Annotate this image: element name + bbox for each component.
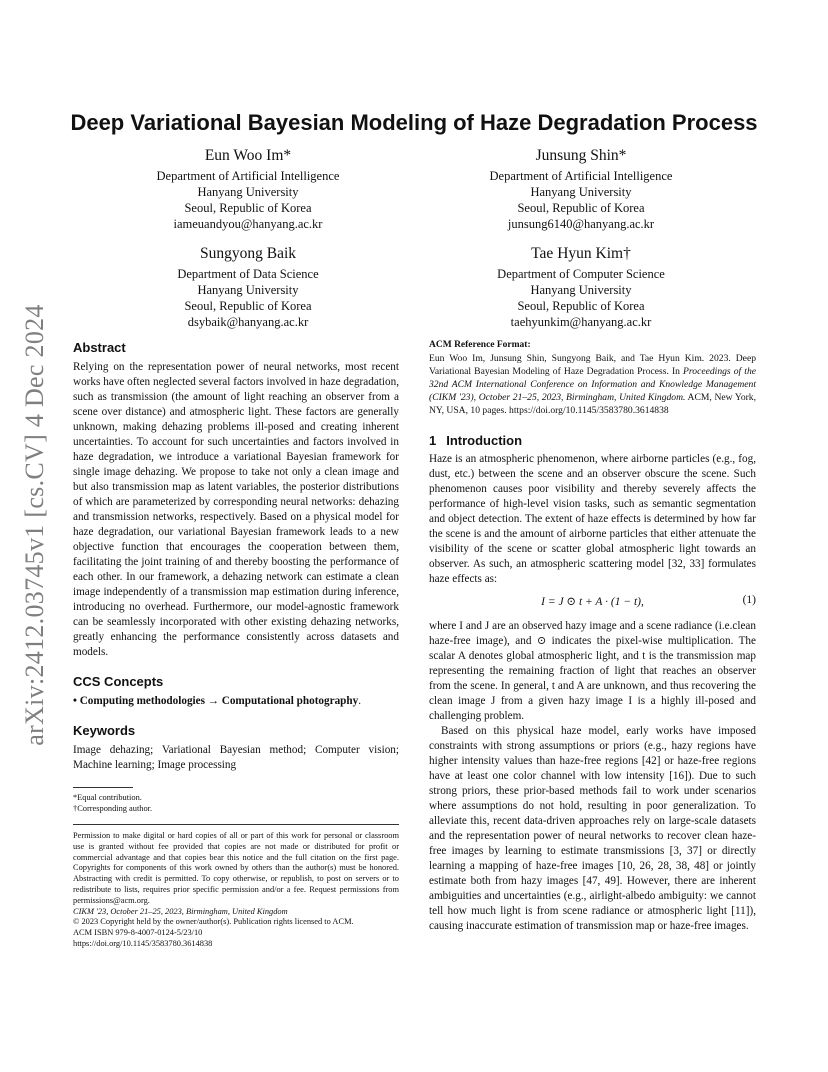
acm-ref-line2: ACM, New York, NY, USA, 10 pages. https://doi.org/10.1145/3583780.3614838 [429, 392, 757, 416]
equation-body: I = J ⊙ t + A · (1 − t), [541, 596, 644, 608]
arxiv-id: arXiv:2412.03745v1 [cs.CV] 4 Dec 2024 [20, 304, 49, 746]
ccs-suffix: . [358, 695, 361, 707]
intro-paragraph-2: where I and J are an observed hazy image and a scene radiance (i.e.clean haze-free image), and ⊙ indicates the pixel-wise multiplication. The scalar A denotes global atmospheric light, and t is the transmission map representing the remaining fraction of light that reaches an observer from the scene. In general, t and A are unknown, and thus recovering the clean image J from a given hazy image I is a highly ill-posed and challenging problem. [429, 620, 756, 722]
ccs-heading: CCS Concepts [73, 674, 164, 689]
intro-title: Introduction [446, 433, 523, 448]
author-block-4 [431, 244, 731, 330]
author-location: Seoul, Republic of Korea [517, 299, 645, 313]
author-dept: Department of Data Science [177, 267, 319, 281]
author-block-2 [431, 146, 731, 232]
right-column [429, 340, 756, 934]
keywords-text: Image dehazing; Variational Bayesian method; Computer vision; Machine learning; Image processing [73, 744, 399, 771]
keywords-heading: Keywords [73, 723, 136, 738]
ccs-concepts [73, 694, 399, 709]
author-dept: Department of Artificial Intelligence [156, 169, 340, 183]
author-univ: Hanyang University [530, 185, 632, 199]
acm-ref-line1: Eun Woo Im, Junsung Shin, Sungyong Baik, and Tae Hyun Kim. 2023. Deep Variational Bayesian Modeling of Haze Degradation Process. In [429, 353, 756, 377]
acm-ref-heading: ACM Reference Format: [429, 340, 531, 350]
author-dept: Department of Artificial Intelligence [489, 169, 673, 183]
author-block-1 [98, 146, 398, 232]
author-location: Seoul, Republic of Korea [517, 201, 645, 215]
footnote-corresponding-author: †Corresponding author. [73, 804, 153, 813]
left-column [73, 340, 399, 950]
intro-number: 1 [429, 433, 437, 448]
author-name: Junsung Shin* [535, 147, 627, 164]
intro-paragraph-1: Haze is an atmospheric phenomenon, where airborne particles (e.g., fog, dust, etc.) between the scene and an observer obscure the scene. Such phenomenon causes poor visibility and thereby severely affects the performance of high-level vision tasks, such as semantic segmentation and object detection. The extent of haze effects is determined by how far the scene is and the amount of airborne particles that either attenuate the visibility of the scene or scatter global atmospheric light towards an observer. As such, an atmospheric scattering model [32, 33] formulates haze effects as: [429, 453, 756, 585]
author-email: taehyunkim@hanyang.ac.kr [510, 315, 652, 329]
author-location: Seoul, Republic of Korea [184, 201, 312, 215]
author-name: Eun Woo Im* [204, 147, 292, 164]
ccs-item: Computing methodologies → Computational photography [79, 695, 359, 707]
footnote-equal-contribution: *Equal contribution. [73, 793, 142, 802]
author-location: Seoul, Republic of Korea [184, 299, 312, 313]
paper-title: Deep Variational Bayesian Modeling of Haze Degradation Process [70, 110, 758, 135]
ccs-bullet: • [73, 695, 77, 707]
permission-copyright: © 2023 Copyright held by the owner/author(s). Publication rights licensed to ACM. [73, 917, 354, 927]
permission-isbn: ACM ISBN 979-8-4007-0124-5/23/10 [73, 928, 203, 938]
abstract-text: Relying on the representation power of neural networks, most recent works have often neglected several factors involved in haze degradation, such as transmission (the amount of light reaching an observer from a scene over distance) and atmospheric light. These factors are generally unknown, making dehazing problems ill-posed and creating inherent uncertainties. To account for such uncertainties and factors involved in haze degradation, we introduce a variational Bayesian framework for single image dehazing. We propose to take not only a clean image and but also transmission map as latent variables, the posterior distributions of which are parameterized by corresponding neural networks: dehazing and transmission networks, respectively. Based on a physical model for haze degradation, our variational Bayesian framework leads to a new objective function that encourages the cooperation between them, facilitating the joint training of and thereby boosting the performance of each other. In our framework, a dehazing network can estimate a clean image independently of a transmission map estimation during inference, introducing no overhead. Furthermore, our model-agnostic framework can be seamlessly incorporated with other existing dehazing networks, greatly enhancing the performance consistently across datasets and models. [73, 361, 399, 658]
permission-doi: https://doi.org/10.1145/3583780.3614838 [73, 938, 213, 948]
author-univ: Hanyang University [197, 185, 299, 199]
author-univ: Hanyang University [530, 283, 632, 297]
arxiv-stamp [20, 290, 50, 760]
intro-paragraph-3: Based on this physical haze model, early works have imposed constraints with strong assumptions or priors (e.g., hazy regions have higher intensity values than haze-free regions [42] or haze-free regions have at least one color channel with low intensity [16]). Due to such strong priors, these prior-based methods fail to work under scenarios where assumptions do not hold, resulting in poor generalization. To alleviate this, recent data-driven approaches rely on large-scale datasets and the representation power of neural networks to recover clean haze-free images by learning to estimate transmissions [3, 37] or directly learning a mapping of haze-free images [10, 26, 28, 38, 48] or jointly estimate both from hazy images [47, 49]. However, there are inherent ambiguities and uncertainties (e.g., airlight-albedo ambiguity: we cannot tell how much light is from scene radiance or atmospheric light [11]), causing inaccurate estimation of transmission map or haze-free images. [429, 725, 756, 932]
author-email: dsybaik@hanyang.ac.kr [187, 315, 309, 329]
equation-number: (1) [742, 594, 756, 606]
intro-heading [429, 433, 756, 448]
abstract-heading: Abstract [73, 340, 126, 355]
author-email: iameuandyou@hanyang.ac.kr [173, 217, 323, 231]
permission-text: Permission to make digital or hard copies of all or part of this work for personal or classroom use is granted without fee provided that copies are not made or distributed for profit or commercial advantage and that copies bear this notice and the full citation on the first page. Copyrights for components of this work owned by others than the author(s) must be honored. Abstracting with credit is permitted. To copy otherwise, or republish, to post on servers or to redistribute to lists, requires prior specific permission and/or a fee. Request permissions from permissions@acm.org. [73, 831, 399, 905]
permission-block [73, 824, 399, 950]
acm-ref-proceedings: Proceedings of the 32nd ACM International Conference on Information and Knowledge Management (CIKM '23), October 21–25, 2023, Birmingham, United Kingdom. [429, 366, 756, 403]
equation-1 [429, 591, 756, 613]
author-name: Sungyong Baik [199, 245, 297, 262]
permission-venue: CIKM '23, October 21–25, 2023, Birmingham, United Kingdom [73, 906, 288, 916]
footnote-divider [73, 787, 133, 788]
author-dept: Department of Computer Science [497, 267, 665, 281]
author-name: Tae Hyun Kim† [531, 245, 631, 262]
acm-ref-text [429, 352, 756, 417]
author-email: junsung6140@hanyang.ac.kr [507, 217, 655, 231]
author-univ: Hanyang University [197, 283, 299, 297]
author-block-3 [98, 244, 398, 330]
